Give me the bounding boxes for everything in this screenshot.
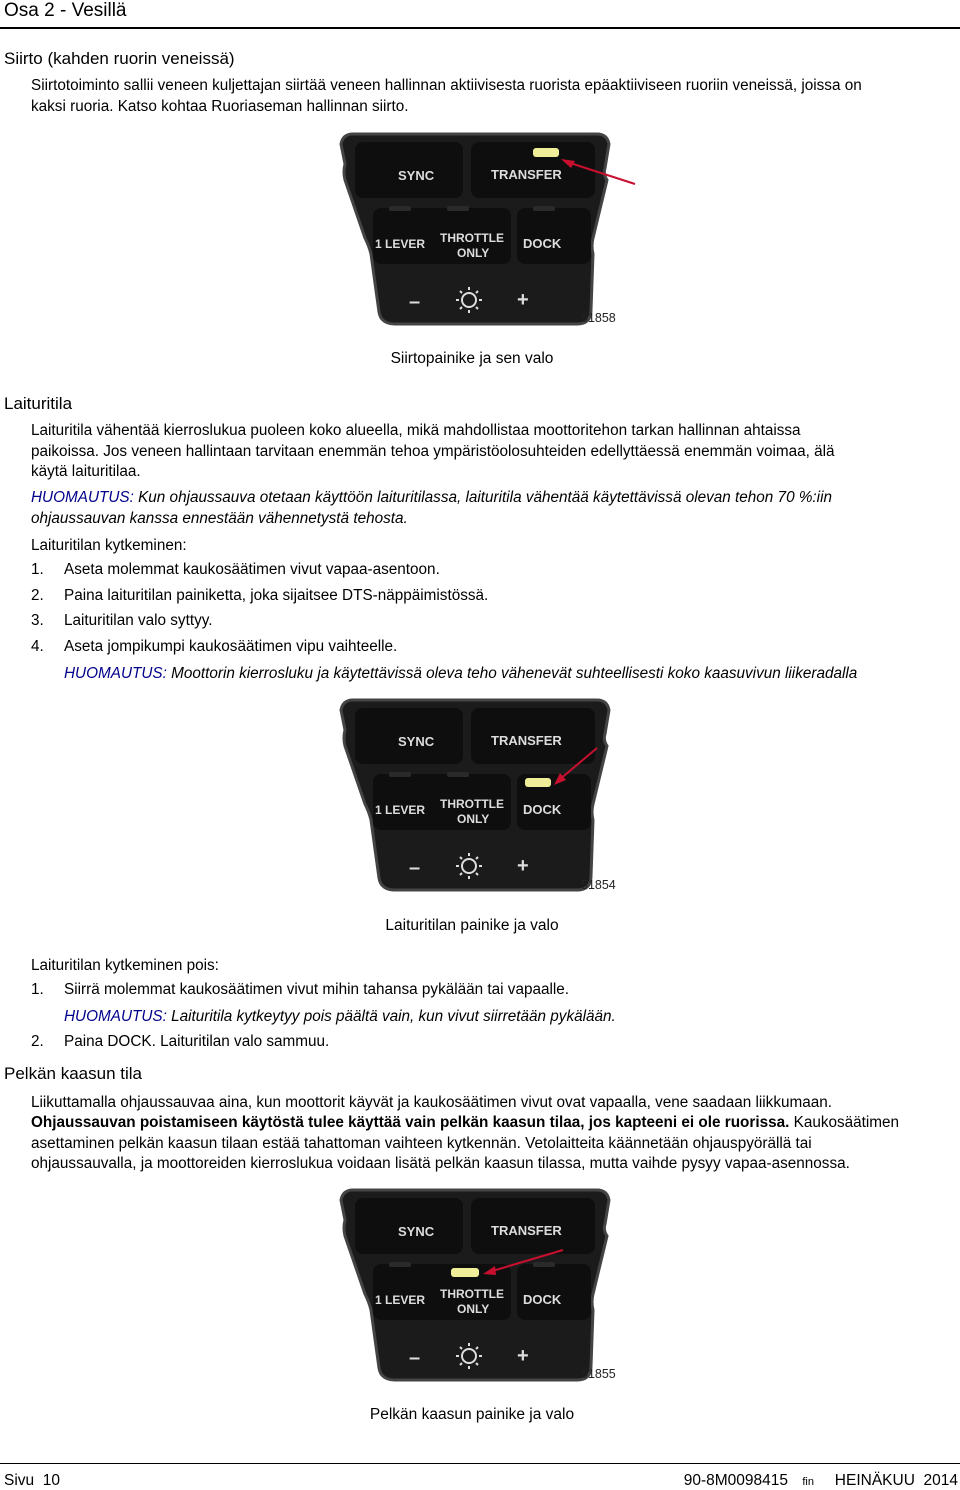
page-number: Sivu 10: [4, 1472, 61, 1489]
throttle-only-light: [451, 1268, 479, 1277]
dock-key-label: DOCK: [523, 1292, 562, 1307]
throttle-only-heading: Pelkän kaasun tila: [4, 1064, 142, 1083]
engage-heading: Laituritilan kytkeminen:: [31, 537, 187, 554]
list-item-text: Laituritilan valo syttyy.: [64, 612, 213, 629]
transfer-key-label: TRANSFER: [491, 1223, 562, 1238]
dock-light: [525, 778, 551, 787]
list-num: 2.: [31, 1033, 44, 1050]
throttle-only-line3: asettaminen pelkän kaasun tilaan estää tahattoman vaihteen kytkennän. Vetolaitteita käännetään ohjauspyörällä tai: [31, 1135, 812, 1152]
line-continuation: Kaukosäätimen: [789, 1114, 900, 1131]
throttle-only-line2: [31, 1112, 899, 1133]
minus-key-label: –: [409, 291, 421, 313]
dock-paragraph-line3: käytä laituritilaa.: [31, 463, 141, 480]
note-label: HUOMAUTUS:: [31, 489, 134, 506]
only-key-label: ONLY: [457, 1302, 490, 1316]
list-num: 1.: [31, 561, 44, 578]
list-num: 1.: [31, 981, 44, 998]
list-item: [31, 612, 44, 630]
dock-key-label: DOCK: [523, 236, 562, 251]
sync-key-label: SYNC: [398, 734, 435, 749]
figure-caption: Laituritilan painike ja valo: [385, 917, 559, 934]
transfer-text: kaksi ruoria. Katso kohtaa: [31, 98, 212, 115]
section-header: Osa 2 - Vesillä: [4, 0, 127, 21]
minus-key-label: –: [409, 857, 421, 879]
footer-rule: [0, 1463, 960, 1464]
list-item-text: Paina laituritilan painiketta, joka sijaitsee DTS-näppäimistössä.: [64, 587, 489, 604]
list-item: [31, 561, 44, 579]
list-item-text: Siirrä molemmat kaukosäätimen vivut mihin tahansa pykälään tai vapaalle.: [64, 981, 570, 998]
transfer-crossref-link[interactable]: Ruoriaseman hallinnan siirto: [211, 98, 405, 115]
minus-key-label: –: [409, 1347, 421, 1369]
list-item-text: Aseta jompikumpi kaukosäätimen vipu vaihteelle.: [64, 638, 398, 655]
transfer-light: [533, 148, 559, 157]
transfer-paragraph-line1: Siirtotoiminto sallii veneen kuljettajan siirtää veneen hallinnan aktiivisesta ruorista epäaktiiviseen ruoriin veneissä, joissa on: [31, 77, 862, 94]
dock-note-line1: [31, 487, 832, 508]
note-label: HUOMAUTUS:: [64, 1008, 167, 1025]
one-lever-key-label: 1 LEVER: [375, 803, 426, 817]
transfer-paragraph-line2: [31, 96, 409, 117]
publication-date: HEINÄKUU 2014: [834, 1472, 958, 1489]
sync-key-label: SYNC: [398, 1224, 435, 1239]
language-code: fin: [802, 1476, 814, 1488]
throttle-key-label: THROTTLE: [440, 1287, 504, 1301]
figure-number: 51858: [581, 311, 616, 325]
keypad-image-dock: [335, 694, 645, 898]
dock-note-line2: ohjaussauvan kanssa ennestään vähennetystä tehosta.: [31, 510, 408, 527]
transfer-text-end: .: [404, 98, 409, 115]
dock-paragraph-line1: Laituritila vähentää kierroslukua puoleen koko alueella, mikä mahdollistaa moottoritehon tarkan hallinnan ahtaissa: [31, 422, 801, 439]
document-number: 90-8M0098415: [683, 1472, 788, 1489]
transfer-key-label: TRANSFER: [491, 733, 562, 748]
transfer-heading: Siirto (kahden ruorin veneissä): [4, 49, 235, 68]
step-text-end: . Laituritilan valo sammuu.: [151, 1033, 330, 1050]
list-item-text: Aseta molemmat kaukosäätimen vivut vapaa-asentoon.: [64, 561, 440, 578]
only-key-label: ONLY: [457, 246, 490, 260]
list-item-text: [64, 1033, 329, 1051]
note-text: Moottorin kierrosluku ja käytettävissä oleva teho vähenevät suhteellisesti koko kaasuvivun liikeradalla: [166, 665, 858, 682]
figure-caption: Pelkän kaasun painike ja valo: [369, 1406, 575, 1423]
note-label: HUOMAUTUS:: [64, 665, 167, 682]
only-key-label: ONLY: [457, 812, 490, 826]
plus-key-label: +: [517, 1345, 529, 1367]
dock-heading: Laituritila: [4, 394, 73, 413]
figure-number: 51854: [581, 878, 616, 892]
throttle-only-line4: ohjaussauvalla, ja moottoreiden kierroslukua voidaan lisätä pelkän kaasun tilassa, mutta vaihde pysyy vapaa-asennossa.: [31, 1155, 850, 1172]
plus-key-label: +: [517, 855, 529, 877]
throttle-key-label: THROTTLE: [440, 797, 504, 811]
dock-key-ref: DOCK: [107, 1033, 152, 1050]
list-num: 4.: [31, 638, 44, 655]
dock-note3: [64, 1006, 616, 1027]
note-text: Kun ohjaussauva otetaan käyttöön laituritilassa, laituritila vähentää käytettävissä olevan tehon 70 %:iin: [133, 489, 832, 506]
note-text: Laituritila kytkeytyy pois päältä vain, kun vivut siirretään pykälään.: [166, 1008, 616, 1025]
list-num: 2.: [31, 587, 44, 604]
list-item: [31, 587, 44, 605]
keypad-image-transfer: [335, 128, 645, 332]
keypad-image-throttle-only: [335, 1184, 645, 1388]
disengage-heading: Laituritilan kytkeminen pois:: [31, 957, 219, 974]
dock-paragraph-line2: paikoissa. Jos veneen hallintaan tarvitaan enemmän tehoa ympäristöolosuhteiden edellyttäessä enemmän voimaa, älä: [31, 443, 835, 460]
plus-key-label: +: [517, 289, 529, 311]
dock-key-label: DOCK: [523, 802, 562, 817]
header-rule: [0, 27, 960, 29]
list-num: 3.: [31, 612, 44, 629]
throttle-key-label: THROTTLE: [440, 231, 504, 245]
one-lever-key-label: 1 LEVER: [375, 237, 426, 251]
warning-text: Ohjaussauvan poistamiseen käytöstä tulee käyttää vain pelkän kaasun tilaa, jos kapteeni ei ole ruorissa.: [31, 1114, 790, 1131]
transfer-key-label: TRANSFER: [491, 167, 562, 182]
throttle-only-line1: Liikuttamalla ohjaussauvaa aina, kun moottorit käyvät ja kaukosäätimen vivut ovat vapaalla, vene saadaan liikkumaan.: [31, 1094, 832, 1111]
dock-note2: [64, 663, 857, 684]
step-text: Paina: [64, 1033, 108, 1050]
sync-key-label: SYNC: [398, 168, 435, 183]
list-item: [31, 638, 44, 656]
figure-number: 51855: [581, 1367, 616, 1381]
figure-caption: Siirtopainike ja sen valo: [390, 350, 554, 367]
one-lever-key-label: 1 LEVER: [375, 1293, 426, 1307]
